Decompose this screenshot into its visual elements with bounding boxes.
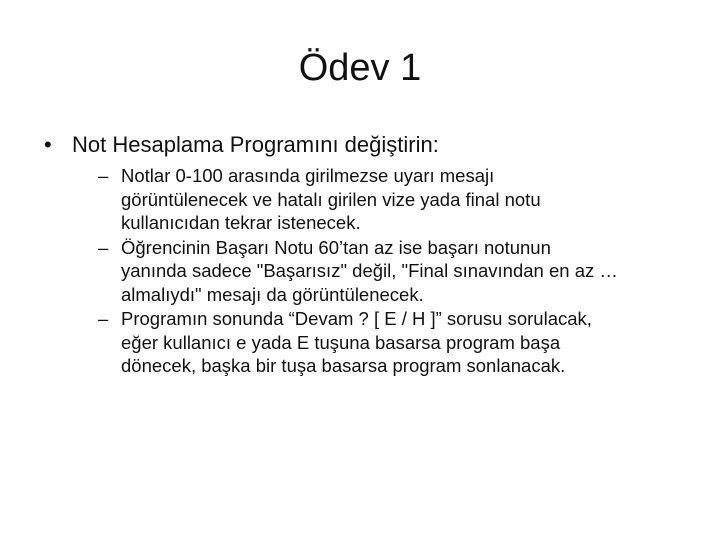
sub-bullet-line: Öğrencinin Başarı Notu 60’tan az ise başarı notunun: [121, 236, 551, 258]
sub-bullet-line: almalıydı" mesajı da görüntülenecek.: [121, 283, 424, 305]
sub-bullet-line: eğer kullanıcı e yada E tuşuna basarsa program başa: [121, 331, 561, 353]
dash-icon: –: [98, 236, 109, 258]
main-bullet-text: Not Hesaplama Programını değiştirin:: [72, 132, 439, 157]
sub-bullet-line: Notlar 0-100 arasında girilmezse uyarı mesajı: [121, 165, 495, 186]
sub-bullet-line: Programın sonunda “Devam ? [ E / H ]” sorusu sorulacak,: [121, 308, 592, 329]
sub-bullet-1-text: [121, 164, 694, 235]
sub-bullet-2-text: [121, 236, 694, 307]
main-bullet: [44, 128, 694, 162]
sub-bullet-list: [44, 164, 694, 378]
dash-icon: –: [98, 165, 109, 186]
sub-bullet-2: [98, 236, 694, 307]
sub-bullet-3: [98, 307, 694, 378]
bullet-dot-icon: •: [44, 132, 52, 157]
sub-bullet-1: [98, 164, 694, 235]
slide-content: [44, 128, 694, 379]
slide-title: Ödev 1: [298, 47, 422, 89]
sub-bullet-line: görüntülenecek ve hatalı girilen vize yada final notu: [121, 188, 541, 210]
sub-bullet-line: kullanıcıdan tekrar istenecek.: [121, 212, 361, 233]
sub-bullet-line: dönecek, başka bir tuşa basarsa program sonlanacak.: [121, 355, 566, 376]
dash-icon: –: [98, 308, 109, 329]
sub-bullet-3-text: [121, 307, 694, 378]
sub-bullet-line: yanında sadece "Başarısız" değil, "Final sınavından en az …: [121, 260, 618, 281]
